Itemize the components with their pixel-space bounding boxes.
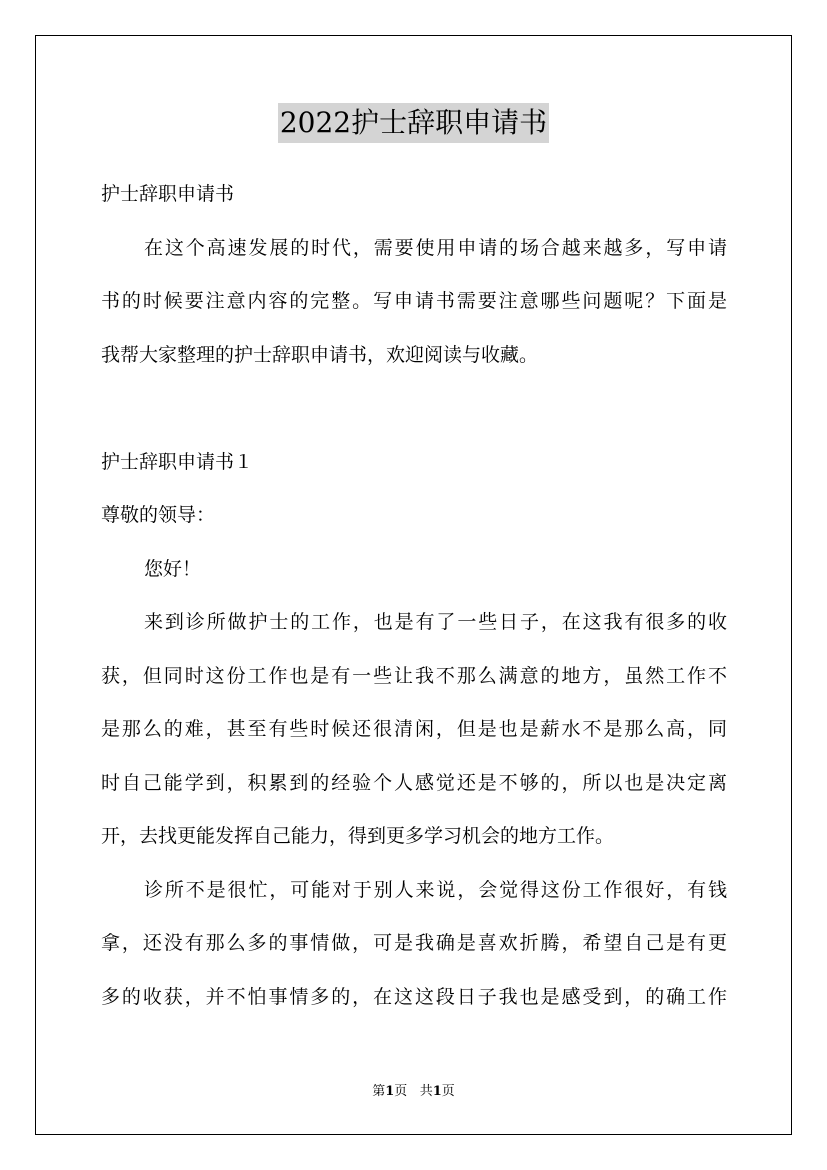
paragraph-line: 诊所不是很忙，可能对于别人来说，会觉得这份工作很好，有钱 xyxy=(144,878,727,901)
paragraph-line: 是那么的难，甚至有些时候还很清闲，但是也是薪水不是那么高，同 xyxy=(101,718,727,740)
title-wrap xyxy=(0,103,827,143)
paragraph-line: 来到诊所做护士的工作，也是有了一些日子，在这我有很多的收 xyxy=(144,611,727,633)
section-heading: 护士辞职申请书１ xyxy=(101,450,254,473)
document-title: 2022护士辞职申请书 xyxy=(278,103,549,143)
paragraph-line: 在这个高速发展的时代，需要使用申请的场合越来越多，写申请 xyxy=(144,236,727,259)
document-body xyxy=(101,177,727,1033)
paragraph-line: 多的收获，并不怕事情多的，在这这段日子我也是感受到，的确工作 xyxy=(101,985,727,1008)
footer-page-suffix: 页 xyxy=(394,1084,408,1099)
intro-heading: 护士辞职申请书 xyxy=(101,183,235,205)
blank-line xyxy=(101,391,727,445)
paragraph-line: 开，去找更能发挥自己能力，得到更多学习机会的地方工作。 xyxy=(101,825,615,847)
greeting: 您好！ xyxy=(144,557,202,580)
footer-page-total: 1 xyxy=(432,1084,442,1099)
paragraph-line: 我帮大家整理的护士辞职申请书，欢迎阅读与收藏。 xyxy=(101,343,539,366)
footer-total-suffix: 页 xyxy=(441,1084,455,1099)
footer-total-prefix: 共 xyxy=(419,1084,433,1099)
footer-page-prefix: 第 xyxy=(372,1084,386,1099)
page-footer xyxy=(0,1083,827,1101)
paragraph-line: 拿，还没有那么多的事情做，可是我确是喜欢折腾，希望自己是有更 xyxy=(101,932,727,954)
paragraph-line: 获，但同时这份工作也是有一些让我不那么满意的地方，虽然工作不 xyxy=(101,664,727,687)
paragraph-line: 时自己能学到，积累到的经验个人感觉还是不够的，所以也是决定离 xyxy=(101,771,727,794)
footer-page-current: 1 xyxy=(385,1084,395,1099)
salutation: 尊敬的领导： xyxy=(101,504,216,526)
paragraph-line: 书的时候要注意内容的完整。写申请书需要注意哪些问题呢？下面是 xyxy=(101,290,727,312)
